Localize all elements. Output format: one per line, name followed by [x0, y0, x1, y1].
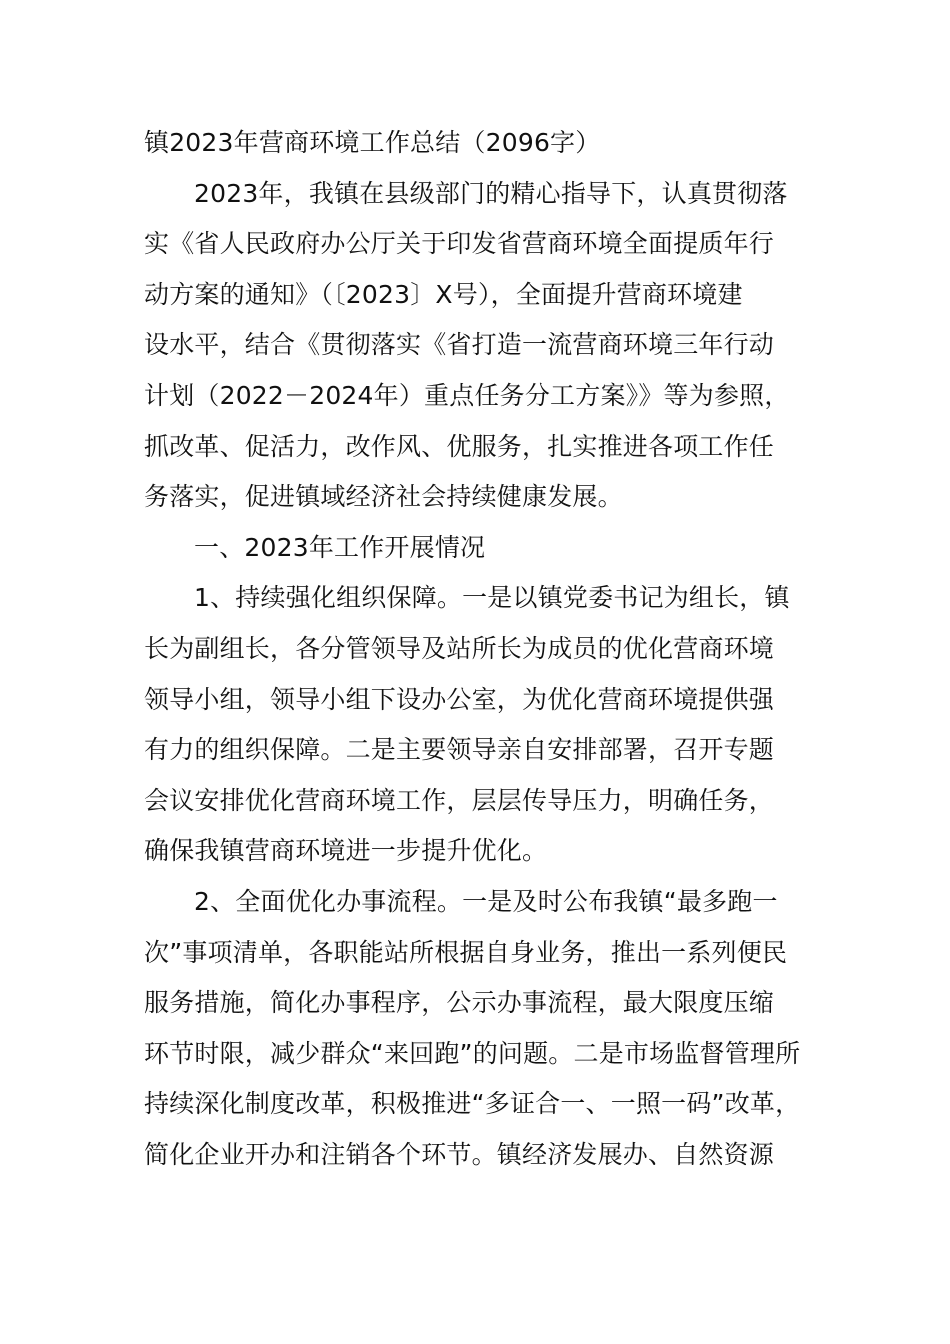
paragraph-line: 长为副组长，各分管领导及站所长为成员的优化营商环境 [144, 633, 775, 663]
process-paragraph [144, 877, 834, 1181]
section-heading-text: 一、2023年工作开展情况 [194, 532, 486, 562]
intro-paragraph [144, 169, 834, 523]
section-heading [144, 523, 834, 574]
document-body [144, 118, 834, 1180]
paragraph-line: 抓改革、促活力，改作风、优服务，扎实推进各项工作任 [144, 431, 775, 461]
paragraph-line: 确保我镇营商环境进一步提升优化。 [144, 836, 548, 866]
paragraph-line: 简化企业开办和注销各个环节。镇经济发展办、自然资源 [144, 1139, 775, 1169]
paragraph-line: 计划（2022－2024年）重点任务分工方案》》等为参照， [144, 380, 790, 410]
paragraph-line: 1、持续强化组织保障。一是以镇党委书记为组长，镇 [194, 583, 790, 613]
paragraph-line: 环节时限，减少群众“来回跑”的问题。二是市场监督管理所 [144, 1038, 801, 1068]
organization-paragraph [144, 573, 834, 877]
paragraph-line: 设水平，结合《贯彻落实《省打造一流营商环境三年行动 [144, 330, 775, 360]
paragraph-line: 有力的组织保障。二是主要领导亲自安排部署，召开专题 [144, 735, 775, 765]
paragraph-line: 会议安排优化营商环境工作，层层传导压力，明确任务， [144, 785, 775, 815]
paragraph-line: 2、全面优化办事流程。一是及时公布我镇“最多跑一 [194, 886, 778, 916]
paragraph-line: 务落实，促进镇域经济社会持续健康发展。 [144, 482, 623, 512]
paragraph-line: 次”事项清单，各职能站所根据自身业务，推出一系列便民 [144, 937, 788, 967]
paragraph-line: 2023年，我镇在县级部门的精心指导下，认真贯彻落 [194, 178, 788, 208]
paragraph-line: 实《省人民政府办公厅关于印发省营商环境全面提质年行 [144, 229, 775, 259]
document-title: 镇2023年营商环境工作总结（2096字） [144, 128, 601, 157]
paragraph-line: 领导小组，领导小组下设办公室，为优化营商环境提供强 [144, 684, 775, 714]
paragraph-line: 持续深化制度改革，积极推进“多证合一、一照一码”改革， [144, 1089, 801, 1119]
paragraph-line: 动方案的通知》（〔2023〕X号），全面提升营商环境建 [144, 279, 743, 309]
paragraph-line: 服务措施，简化办事程序，公示办事流程，最大限度压缩 [144, 988, 775, 1018]
